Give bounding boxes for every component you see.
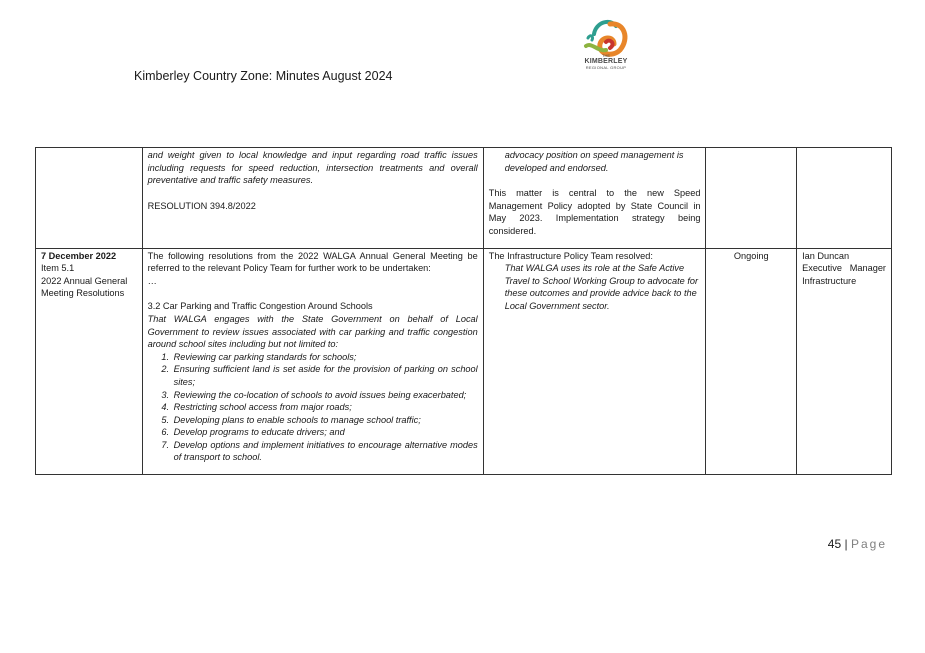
resolution-body: That WALGA engages with the State Government on behalf of Local Government to review issues associated with car parking and traffic congestion around school sites including but not limited to: <box>147 313 478 350</box>
list-item: 4. Restricting school access from major roads; <box>172 401 478 414</box>
responsible-role: Executive Manager Infrastructure <box>802 263 886 286</box>
row1-col2 <box>142 148 483 249</box>
row2-col1 <box>36 248 143 475</box>
meeting-date: 7 December 2022 <box>41 250 117 261</box>
row2-col3 <box>483 248 706 475</box>
row1-col3-para: This matter is central to the new Speed Management Policy adopted by State Council in May 2023. Implementation strategy being considered. <box>488 188 701 236</box>
list-item: 7. Develop options and implement initiatives to encourage alternative modes of transport to school. <box>172 439 478 464</box>
responsible-name: Ian Duncan <box>802 250 850 261</box>
list-item: 2. Ensuring sufficient land is set aside for the provision of parking on school sites; <box>172 363 478 388</box>
status-text: Ongoing <box>733 250 769 261</box>
row1-col4 <box>706 148 797 249</box>
row1-col2-para: and weight given to local knowledge and input regarding road traffic issues including requests for speed reduction, intersection treatments and overall preventative and traffic safety measures. <box>147 150 478 186</box>
row1-col2-resolution: RESOLUTION 394.8/2022 <box>147 200 256 211</box>
logo-the: THE <box>602 53 610 58</box>
page-label: Page <box>850 537 887 551</box>
row2-col5 <box>797 248 892 475</box>
list-item: 6. Develop programs to educate drivers; and <box>172 426 478 439</box>
page-title: Kimberley Country Zone: Minutes August 2024 <box>134 69 393 83</box>
row1-col3-italic: advocacy position on speed management is developed and endorsed. <box>504 150 684 173</box>
list-item: 1. Reviewing car parking standards for schools; <box>172 351 478 364</box>
table-row <box>36 248 892 475</box>
row1-col1 <box>36 148 143 249</box>
resolution-list <box>148 351 478 464</box>
table-row <box>36 148 892 249</box>
meeting-title: 2022 Annual General Meeting Resolutions <box>41 275 128 299</box>
logo-wordmark <box>575 53 637 71</box>
page-footer <box>828 537 887 551</box>
row1-col3 <box>483 148 706 249</box>
resolution-intro: The following resolutions from the 2022 WALGA Annual General Meeting be referred to the relevant Policy Team for further work to be undertaken: <box>147 250 478 274</box>
policy-team-intro: The Infrastructure Policy Team resolved: <box>488 250 653 261</box>
page-separator: | <box>844 537 848 551</box>
row2-col2 <box>142 248 483 475</box>
logo-name: KIMBERLEY <box>584 58 628 65</box>
resolution-heading: 3.2 Car Parking and Traffic Congestion Around Schools <box>147 301 373 312</box>
row1-col5 <box>797 148 892 249</box>
list-item: 5. Developing plans to enable schools to manage school traffic; <box>172 414 478 427</box>
minutes-table <box>35 147 892 475</box>
list-item: 3. Reviewing the co-location of schools to avoid issues being exacerbated; <box>172 389 478 402</box>
row2-col4 <box>706 248 797 475</box>
logo-sub: REGIONAL GROUP <box>585 65 627 70</box>
policy-team-resolution: That WALGA uses its role at the Safe Active Travel to School Working Group to advocate for these outcomes and provide advice back to the Local Government sector. <box>504 263 699 311</box>
resolution-ellipsis: … <box>147 275 157 286</box>
meeting-item: Item 5.1 <box>41 263 75 274</box>
page-number: 45 <box>827 537 842 551</box>
